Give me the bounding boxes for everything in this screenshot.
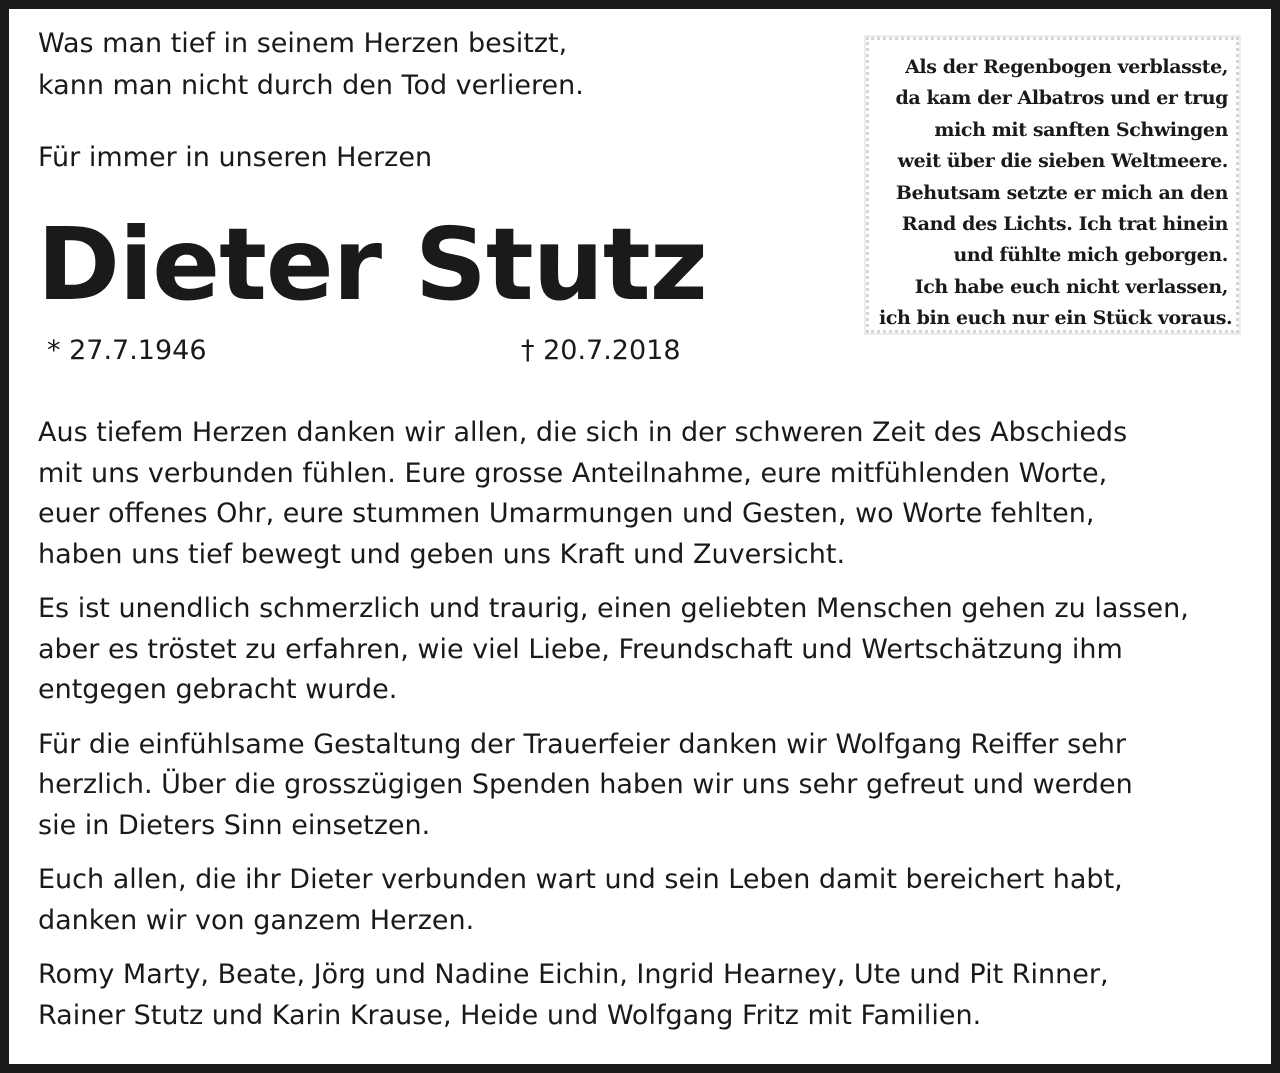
closing-paragraph xyxy=(38,860,1273,941)
birth-date: * 27.7.1946 xyxy=(47,335,207,366)
text-line: Romy Marty, Beate, Jörg und Nadine Eichin, Ingrid Hearney, Ute und Pit Rinner, xyxy=(38,959,1109,990)
text-line: haben uns tief bewegt und geben uns Kraft und Zuversicht. xyxy=(38,538,846,570)
text-line: aber es tröstet zu erfahren, wie viel Liebe, Freundschaft und Wertschätzung ihm xyxy=(38,633,1123,665)
poem-line: da kam der Albatros und er trug xyxy=(895,87,1228,110)
death-date: † 20.7.2018 xyxy=(521,335,681,366)
poem-line: ich bin euch nur ein Stück voraus. xyxy=(879,307,1233,330)
signatories xyxy=(38,955,1273,1036)
text-line: euer offenes Ohr, eure stummen Umarmungen und Gesten, wo Worte fehlten, xyxy=(38,498,1095,529)
text-line: mit uns verbunden fühlen. Eure grosse Anteilnahme, eure mitfühlenden Worte, xyxy=(38,457,1108,489)
ceremony-paragraph xyxy=(38,725,1273,847)
poem-line: Behutsam setzte er mich an den xyxy=(895,181,1228,204)
poem-line: weit über die sieben Weltmeere. xyxy=(897,150,1228,173)
thanks-paragraph xyxy=(38,413,1273,575)
text-line: entgegen gebracht wurde. xyxy=(38,674,398,705)
poem-line: Rand des Lichts. Ich trat hinein xyxy=(901,213,1228,236)
poem-box xyxy=(866,37,1239,333)
text-line: danken wir von ganzem Herzen. xyxy=(38,904,475,936)
poem-line: mich mit sanften Schwingen xyxy=(934,118,1228,141)
poem-line: Als der Regenbogen verblasste, xyxy=(905,56,1228,78)
comfort-paragraph xyxy=(38,589,1273,711)
text-line: Aus tiefem Herzen danken wir allen, die sich in der schweren Zeit des Abschieds xyxy=(38,417,1128,448)
deceased-name: Dieter Stutz xyxy=(37,206,707,323)
motto-quote xyxy=(38,23,584,107)
poem-line: und fühlte mich geborgen. xyxy=(953,244,1228,267)
text-line: Für die einfühlsame Gestaltung der Trauerfeier danken wir Wolfgang Reiffer sehr xyxy=(38,728,1127,760)
text-line: Euch allen, die ihr Dieter verbunden wart und sein Leben damit bereichert habt, xyxy=(38,864,1123,895)
text-line: Rainer Stutz und Karin Krause, Heide und Wolfgang Fritz mit Familien. xyxy=(38,999,982,1031)
text-line: herzlich. Über die grosszügigen Spenden haben wir uns sehr gefreut und werden xyxy=(38,769,1133,800)
dedication-line: Für immer in unseren Herzen xyxy=(38,142,433,173)
text-line: sie in Dieters Sinn einsetzen. xyxy=(38,809,431,841)
motto-line: Was man tief in seinem Herzen besitzt, xyxy=(38,28,568,59)
poem-line: Ich habe euch nicht verlassen, xyxy=(914,275,1228,298)
text-line: Es ist unendlich schmerzlich und traurig, einen geliebten Menschen gehen zu lassen, xyxy=(38,593,1189,624)
motto-line: kann man nicht durch den Tod verlieren. xyxy=(38,70,584,101)
thanks-text xyxy=(38,413,1273,1050)
